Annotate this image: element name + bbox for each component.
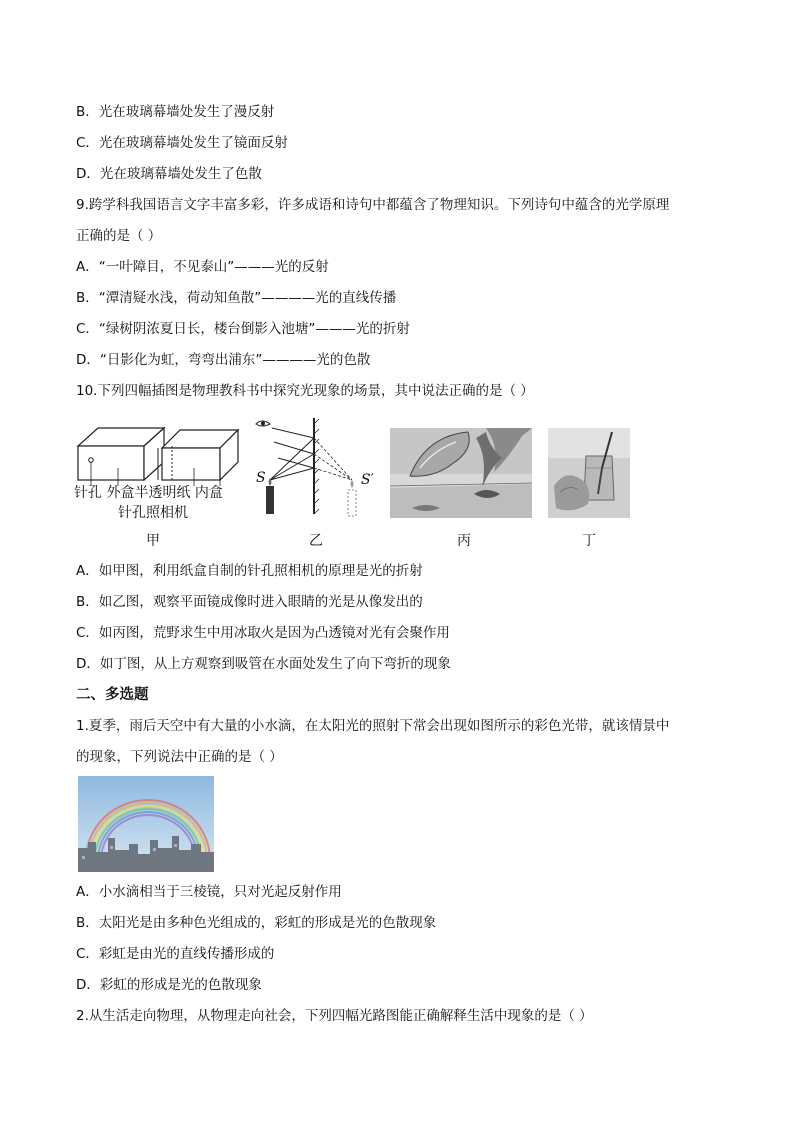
ice-lens-fire-photo [390,428,532,518]
q10-option-b: B．如乙图，观察平面镜成像时进入眼睛的光是从像发出的 [76,594,423,610]
image-label-s-prime: S′ [361,472,374,488]
plane-mirror-figure [252,416,382,520]
q10-stem: 10.下列四幅插图是物理教科书中探究光现象的场景，其中说法正确的是（ ） [76,383,534,399]
q10-option-c: C．如丙图，荒野求生中用冰取火是因为凸透镜对光有会聚作用 [76,625,450,641]
pinhole-caption-parts: 针孔 外盒半透明纸 内盒 [74,485,223,501]
q8-option-b: B．光在玻璃幕墙处发生了漫反射 [76,104,275,120]
q9-stem-line2: 正确的是（ ） [76,228,162,244]
q9-option-d: D．“日影化为虹，弯弯出浦东”————光的色散 [76,352,371,368]
q9-stem-line1: 9.跨学科我国语言文字丰富多彩，许多成语和诗句中都蕴含了物理知识。下列诗句中蕴含的光学原理 [76,197,670,213]
object-label-s: S [256,470,266,486]
m1-stem-line1: 1.夏季，雨后天空中有大量的小水滴，在太阳光的照射下常会出现如图所示的彩色光带，就该情景中 [76,718,670,734]
q10-option-a: A．如甲图，利用纸盒自制的针孔照相机的原理是光的折射 [76,563,423,579]
q8-option-c: C．光在玻璃幕墙处发生了镜面反射 [76,135,288,151]
figure-label-ding: 丁 [582,533,596,549]
pinhole-caption-title: 针孔照相机 [118,505,188,521]
q10-option-d: D．如丁图，从上方观察到吸管在水面处发生了向下弯折的现象 [76,656,451,672]
m2-stem: 2.从生活走向物理，从物理走向社会，下列四幅光路图能正确解释生活中现象的是（ ） [76,1008,593,1024]
m1-option-b: B．太阳光是由多种色光组成的，彩虹的形成是光的色散现象 [76,915,437,931]
figure-label-bing: 丙 [457,533,471,549]
section-heading-multi-choice: 二、多选题 [76,687,149,703]
rainbow-photo [78,776,214,872]
m1-option-c: C．彩虹是由光的直线传播形成的 [76,946,275,962]
m1-option-d: D．彩虹的形成是光的色散现象 [76,977,262,993]
q9-option-a: A．“一叶障目，不见泰山”———光的反射 [76,259,329,275]
straw-in-water-photo [548,428,630,518]
m1-option-a: A．小水滴相当于三棱镜，只对光起反射作用 [76,884,342,900]
figure-label-jia: 甲 [146,533,160,549]
figure-label-yi: 乙 [309,533,323,549]
q9-option-c: C．“绿树阴浓夏日长，楼台倒影入池塘”———光的折射 [76,321,410,337]
q9-option-b: B．“潭清疑水浅，荷动知鱼散”————光的直线传播 [76,290,397,306]
q8-option-d: D．光在玻璃幕墙处发生了色散 [76,166,262,182]
m1-stem-line2: 的现象，下列说法中正确的是（ ） [76,749,283,765]
